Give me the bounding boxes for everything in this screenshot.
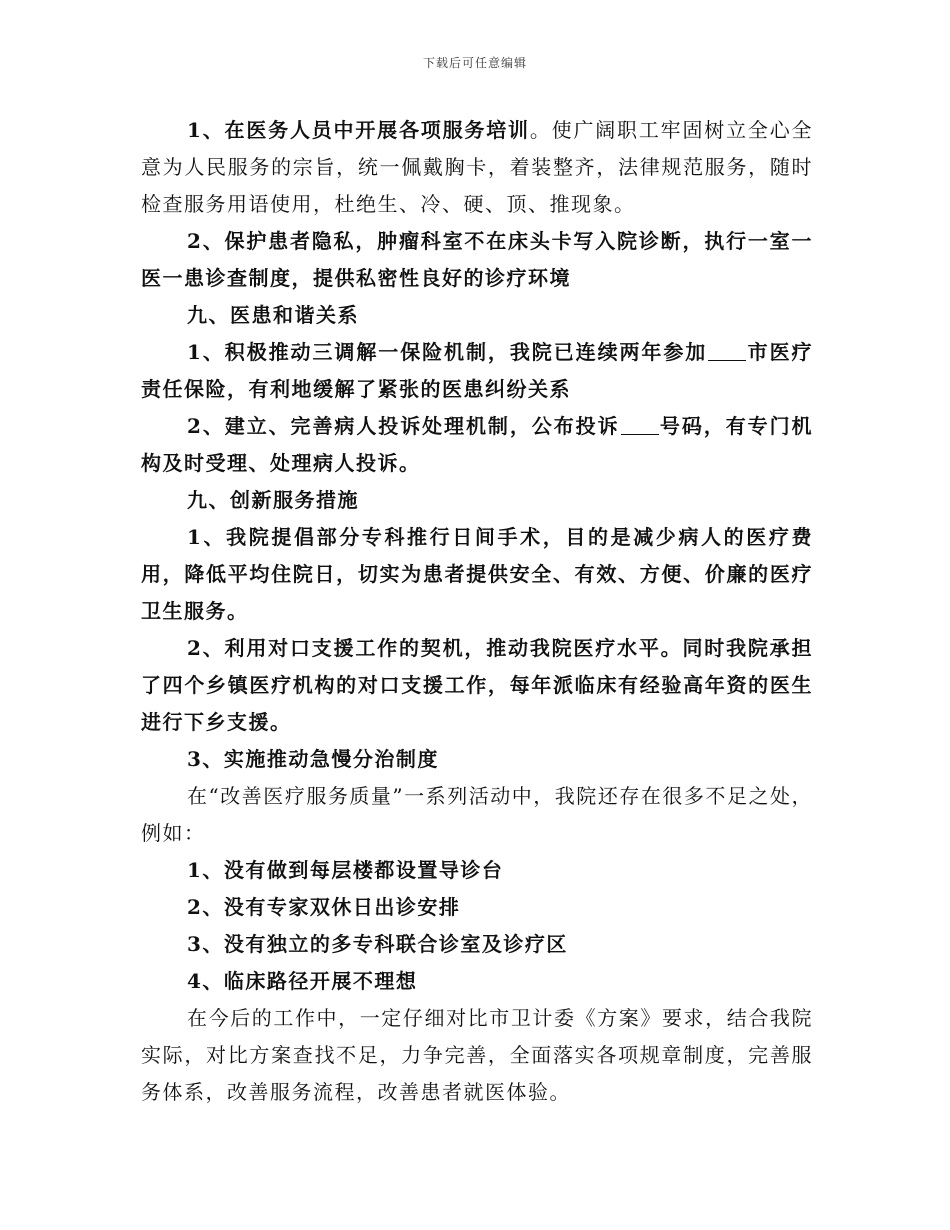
text-run: 2、保护患者隐私，肿瘤科室不在床头卡写入院诊断，执行一室一医一患诊查制度，提供私密性良好的诊疗环境 <box>141 229 813 290</box>
text-run: 1、在医务人员中开展各项服务培训 <box>187 118 530 142</box>
text-run: 在“改善医疗服务质量”一系列活动中，我院还存在很多不足之处，例如： <box>141 784 813 845</box>
text-run: 4、临床路径开展不理想 <box>187 969 418 993</box>
fill-in-blank <box>621 414 659 435</box>
fill-in-blank <box>708 340 746 361</box>
text-run: 1、我院提倡部分专科推行日间手术，目的是减少病人的医疗费用，降低平均住院日，切实为患者提供安全、有效、方便、价廉的医疗卫生服务。 <box>141 525 813 623</box>
text-run: 3、没有独立的多专科联合诊室及诊疗区 <box>187 932 568 956</box>
paragraph <box>141 112 813 223</box>
paragraph <box>141 334 813 408</box>
paragraph <box>141 778 813 852</box>
text-run: 2、建立、完善病人投诉处理机制，公布投诉 <box>187 414 620 438</box>
text-run: 2、利用对口支援工作的契机，推动我院医疗水平。同时我院承担了四个乡镇医疗机构的对口支援工作，每年派临床有经验高年资的医生进行下乡支援。 <box>141 636 813 734</box>
text-run: 1、积极推动三调解一保险机制，我院已连续两年参加 <box>187 340 708 364</box>
text-run: 在今后的工作中，一定仔细对比市卫计委《方案》要求，结合我院实际，对比方案查找不足，力争完善，全面落实各项规章制度，完善服务体系，改善服务流程，改善患者就医体验。 <box>141 1006 813 1104</box>
paragraph <box>141 223 813 297</box>
document-body <box>141 112 813 1111</box>
paragraph <box>141 482 813 519</box>
paragraph <box>141 741 813 778</box>
paragraph <box>141 963 813 1000</box>
paragraph <box>141 630 813 741</box>
paragraph <box>141 852 813 889</box>
paragraph <box>141 889 813 926</box>
paragraph <box>141 519 813 630</box>
paragraph <box>141 297 813 334</box>
paragraph <box>141 408 813 482</box>
text-run: 九、医患和谐关系 <box>187 303 359 327</box>
text-run: 3、实施推动急慢分治制度 <box>187 747 439 771</box>
paragraph <box>141 1000 813 1111</box>
text-run: 九、创新服务措施 <box>187 488 359 512</box>
text-run: 。使广阔职工牢固树立全心全意为人民服务的宗旨，统一佩戴胸卡，着装整齐，法律规范服务，随时检查服务用语使用，杜绝生、冷、硬、顶、推现象。 <box>141 118 814 216</box>
page-header: 下载后可任意编辑 <box>422 56 527 70</box>
paragraph <box>141 926 813 963</box>
text-run: 市医疗责任保险，有利地缓解了紧张的医患纠纷关系 <box>141 340 814 401</box>
text-run: 2、没有专家双休日出诊安排 <box>187 895 461 919</box>
text-run: 1、没有做到每层楼都设置导诊台 <box>187 858 504 882</box>
text-run: 号码，有专门机构及时受理、处理病人投诉。 <box>141 414 814 475</box>
